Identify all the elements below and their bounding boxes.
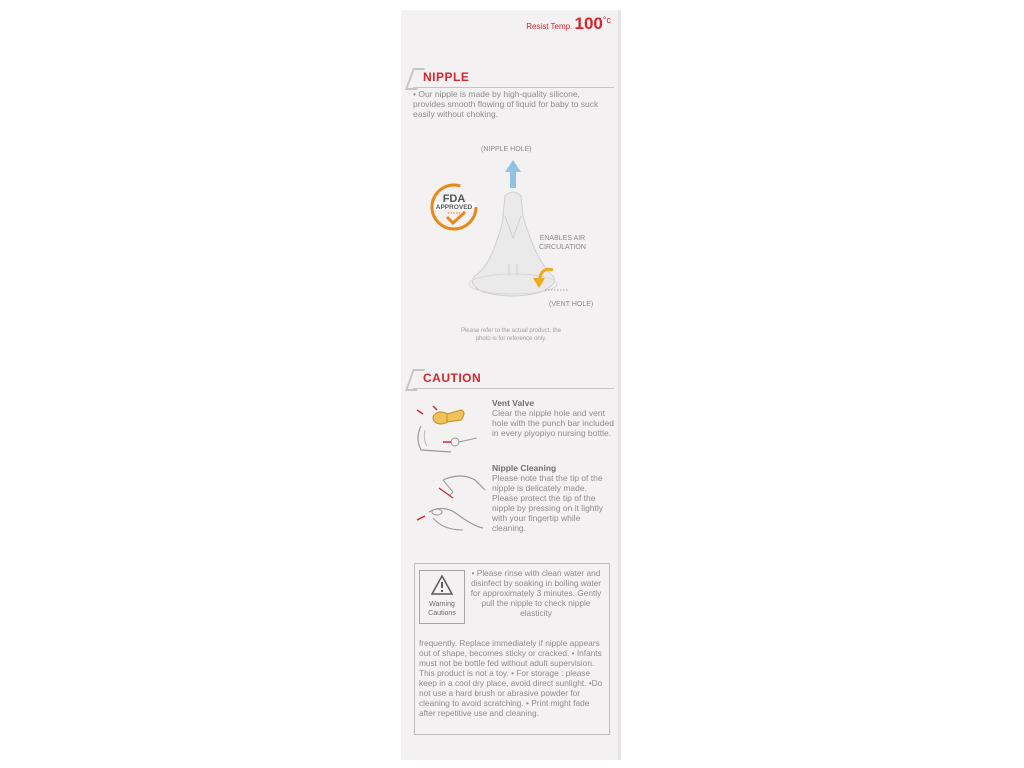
caution-title: CAUTION bbox=[423, 371, 482, 385]
cautions-label: Cautions bbox=[428, 610, 456, 617]
nipple-hole-label: (NIPPLE HOLE) bbox=[481, 146, 532, 153]
air-circulation-label bbox=[539, 234, 586, 252]
product-info-panel bbox=[401, 10, 621, 760]
resist-temp-label bbox=[526, 14, 611, 34]
vent-valve-text: Clear the nipple hole and vent hole with the punch bar included in every piyopiyo nursing bottle. bbox=[492, 408, 614, 438]
nipple-cleaning-info bbox=[492, 463, 614, 533]
approved-text: APPROVED bbox=[435, 204, 473, 211]
nipple-illustration bbox=[461, 158, 571, 308]
vent-valve-info bbox=[492, 398, 614, 438]
nipple-cleaning-illustration-icon bbox=[413, 468, 491, 540]
nipple-description: • Our nipple is made by high-quality silicone, provides smooth flowing of liquid for baby to suck easily without choking. bbox=[413, 89, 599, 119]
warning-box bbox=[414, 563, 610, 735]
warning-triangle-icon bbox=[431, 575, 453, 595]
nipple-cleaning-text: Please note that the tip of the nipple is delicately made. Please protect the tip of the nipple by pressing on it lightly with your fingertip while cleaning. bbox=[492, 473, 604, 533]
nipple-cleaning-title: Nipple Cleaning bbox=[492, 463, 557, 473]
fda-text: FDA bbox=[442, 193, 466, 205]
temp-unit: °c bbox=[602, 15, 611, 25]
vent-hole-label: (VENT HOLE) bbox=[549, 301, 594, 308]
nipple-section-header bbox=[409, 66, 614, 88]
caution-section-header bbox=[409, 367, 614, 389]
warning-text-bottom: frequently. Replace immediately if nipple appears out of shape, becomes sticky or cracked. • Infants must not be bottle fed without adult supervision. This product is not a toy. • For storage : please keep in a cool dry place, avoid direct sunlight. •Do not use a hard brush or abrasive powder for cleaning to avoid scratching. • Print might fade after repetitive use and cleaning. bbox=[419, 638, 603, 718]
reference-note bbox=[431, 327, 591, 343]
air-label-line1: ENABLES AIR bbox=[539, 235, 586, 242]
air-label-line2: CIRCULATION bbox=[539, 244, 586, 251]
warning-label: Warning bbox=[429, 601, 455, 608]
warning-cautions-icon-box bbox=[419, 570, 465, 624]
vent-valve-illustration-icon bbox=[411, 398, 489, 458]
airflow-up-arrow-icon bbox=[505, 160, 521, 188]
resist-temp-text: Resist Temp. bbox=[526, 22, 573, 31]
temp-value: 100 bbox=[574, 14, 603, 33]
vent-valve-title: Vent Valve bbox=[492, 398, 535, 408]
reference-note-line1: Please refer to the actual product, the bbox=[460, 328, 562, 334]
reference-note-line2: photo is for reference only. bbox=[475, 336, 547, 342]
warning-text-top: • Please rinse with clean water and disinfect by soaking in boiling water for approximately 3 minutes. Gently pull the nipple to check nipple elasticity bbox=[470, 568, 602, 618]
nipple-title: NIPPLE bbox=[423, 70, 470, 84]
svg-text:★★★★★: ★★★★★ bbox=[447, 211, 461, 215]
